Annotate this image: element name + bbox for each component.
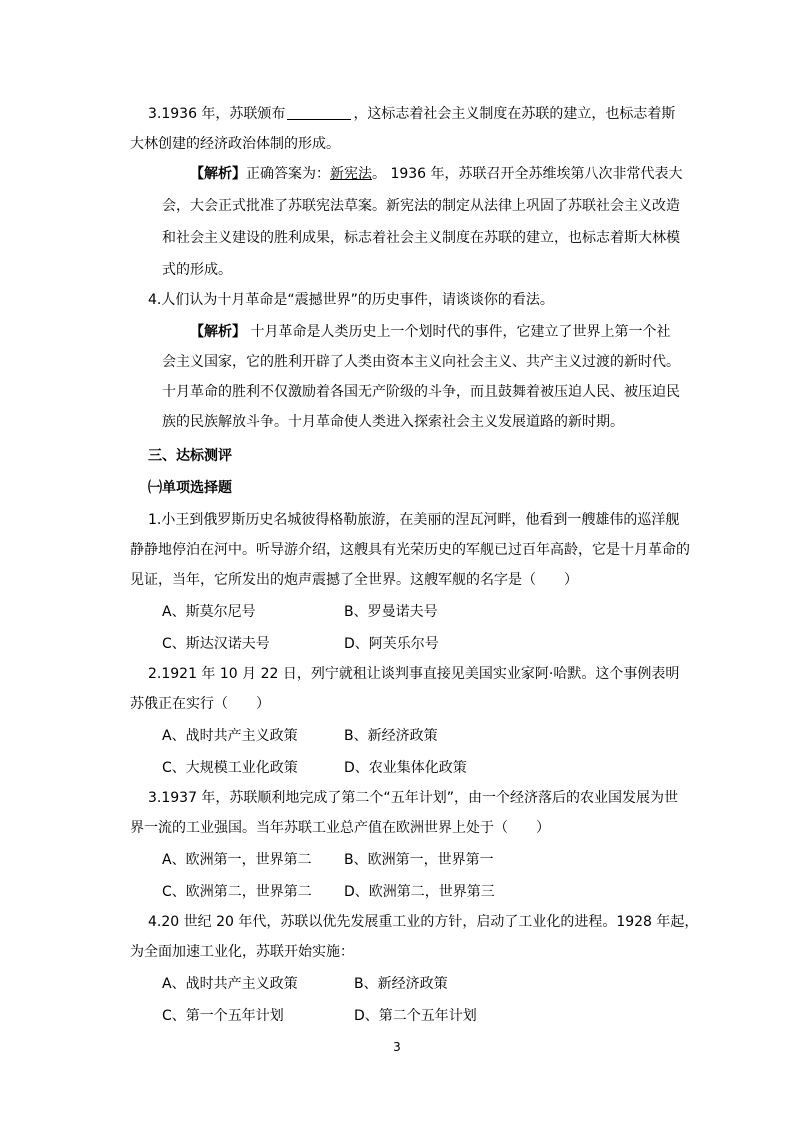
q4-analysis-line-2: 会主义国家，它的胜利开辟了人类由资本主义向社会主义、共产主义过渡的新时代。 xyxy=(162,354,680,370)
mcq-4-option-a: A、战时共产主义政策 xyxy=(162,976,298,992)
page-number: 3 xyxy=(393,1040,401,1054)
subsection-title: ㈠单项选择题 xyxy=(148,480,232,496)
mcq-4-option-d: D、第二个五年计划 xyxy=(354,1008,477,1024)
section-title: 三、达标测评 xyxy=(148,448,232,464)
mcq-3-option-b: B、欧洲第一，世界第一 xyxy=(344,852,494,868)
mcq-1-option-b: B、罗曼诺夫号 xyxy=(344,604,438,620)
mcq-3-option-c: C、欧洲第二，世界第二 xyxy=(162,884,312,900)
analysis-text-a: 正确答案为： xyxy=(246,166,330,182)
mcq-1-line-2: 静静地停泊在河中。听导游介绍，这艘具有光荣历史的军舰已过百年高龄，它是十月革命的 xyxy=(130,542,690,558)
q3-line-2: 大林创建的经济政治体制的形成。 xyxy=(130,136,340,152)
q3-analysis-line-4: 式的形成。 xyxy=(162,262,232,278)
q3-analysis-line-2: 会，大会正式批准了苏联宪法草案。新宪法的制定从法律上巩固了苏联社会主义改造 xyxy=(162,198,680,214)
mcq-2-option-c: C、大规模工业化政策 xyxy=(162,760,298,776)
analysis-text: 十月革命是人类历史上一个划时代的事件，它建立了世界上第一个社 xyxy=(246,324,671,340)
mcq-4-option-b: B、新经济政策 xyxy=(354,976,448,992)
analysis-answer: 新宪法 xyxy=(330,166,372,182)
mcq-1-line-3: 见证，当年，它所发出的炮声震撼了全世界。这艘军舰的名字是（ ） xyxy=(130,572,578,588)
analysis-label: 【解析】 xyxy=(190,166,246,182)
mcq-2-option-b: B、新经济政策 xyxy=(344,728,438,744)
mcq-4-line-2: 为全面加速工业化，苏联开始实施： xyxy=(130,944,354,960)
mcq-2-line-1: 2.1921 年 10 月 22 日，列宁就租让谈判事直接见美国实业家阿·哈默。这个事例表明 xyxy=(148,666,680,682)
q4-analysis-line-3: 十月革命的胜利不仅激励着各国无产阶级的斗争，而且鼓舞着被压迫人民、被压迫民 xyxy=(162,384,680,400)
q3-line-1 xyxy=(148,104,675,124)
mcq-4-line-1: 4.20 世纪 20 年代，苏联以优先发展重工业的方针，启动了工业化的进程。1928 年起， xyxy=(148,914,699,930)
q4-analysis-line-4: 族的民族解放斗争。十月革命使人类进入探索社会主义发展道路的新时期。 xyxy=(162,414,624,430)
mcq-1-option-a: A、斯莫尔尼号 xyxy=(162,604,256,620)
mcq-3-line-2: 界一流的工业强国。当年苏联工业总产值在欧洲世界上处于（ ） xyxy=(130,820,550,836)
analysis-text-b: 。 1936 年，苏联召开全苏维埃第八次非常代表大 xyxy=(372,166,683,182)
q4-analysis-line-1 xyxy=(190,322,670,342)
mcq-1-option-d: D、阿芙乐尔号 xyxy=(344,636,439,652)
analysis-label: 【解析】 xyxy=(190,324,246,340)
mcq-4-option-c: C、第一个五年计划 xyxy=(162,1008,284,1024)
mcq-1-line-1: 1.小王到俄罗斯历史名城彼得格勒旅游，在美丽的涅瓦河畔，他看到一艘雄伟的巡洋舰 xyxy=(148,512,680,528)
mcq-3-option-d: D、欧洲第二，世界第三 xyxy=(344,884,495,900)
mcq-1-option-c: C、斯达汉诺夫号 xyxy=(162,636,270,652)
mcq-2-line-2: 苏俄正在实行（ ） xyxy=(130,696,270,712)
q4-line-1: 4.人们认为十月革命是“震撼世界”的历史事件，请谈谈你的看法。 xyxy=(148,292,554,308)
mcq-3-line-1: 3.1937 年，苏联顺利地完成了第二个“五年计划”，由一个经济落后的农业国发展为世 xyxy=(148,790,678,806)
mcq-3-option-a: A、欧洲第一，世界第二 xyxy=(162,852,312,868)
mcq-2-option-a: A、战时共产主义政策 xyxy=(162,728,298,744)
q3-analysis-line-1 xyxy=(190,164,683,184)
q3-analysis-line-3: 和社会主义建设的胜利成果，标志着社会主义制度在苏联的建立，也标志着斯大林模 xyxy=(162,230,680,246)
q3-text-a: 3.1936 年，苏联颁布 xyxy=(148,106,286,122)
mcq-2-option-d: D、农业集体化政策 xyxy=(344,760,467,776)
answer-blank xyxy=(287,105,351,120)
q3-text-b: ，这标志着社会主义制度在苏联的建立，也标志着斯 xyxy=(353,106,676,122)
